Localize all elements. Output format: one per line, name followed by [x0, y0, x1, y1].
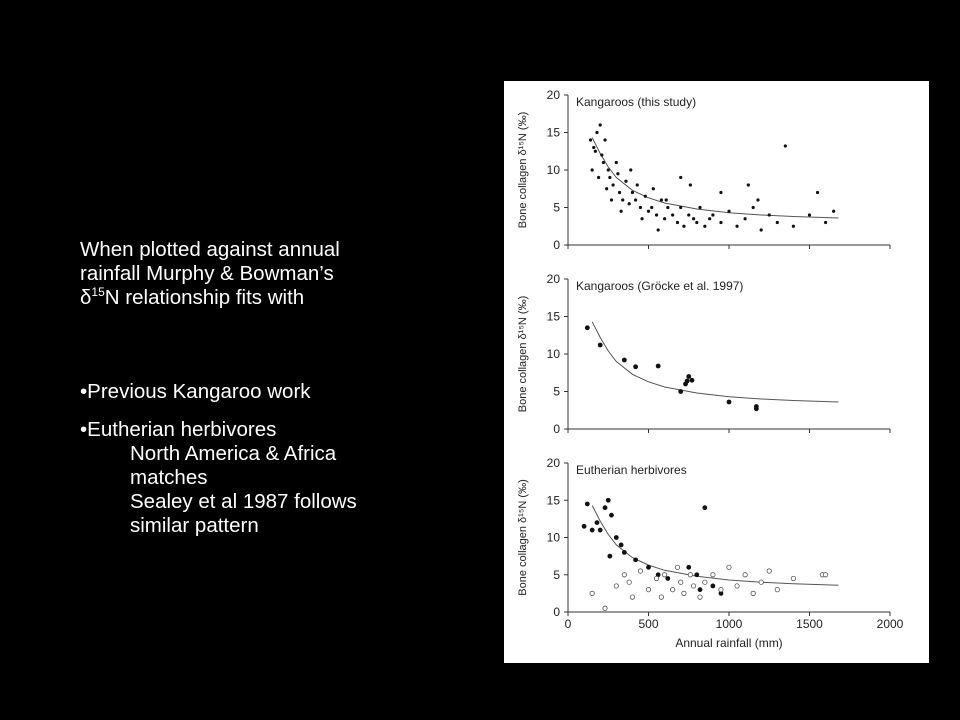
panel-1-point-filled — [692, 217, 695, 220]
panel-3-point-filled — [698, 587, 703, 592]
panel-1-point-filled — [628, 202, 631, 205]
panel-1-point-filled — [711, 213, 714, 216]
panel-3-point-filled — [595, 520, 600, 525]
panel-1-point-filled — [595, 131, 598, 134]
panel-1-point-filled — [657, 228, 660, 231]
panel-1-point-filled — [605, 187, 608, 190]
panel-1-point-filled — [719, 221, 722, 224]
panel-1-point-filled — [600, 153, 603, 156]
panel-3-point-open — [735, 584, 739, 588]
sub-line-4: similar pattern — [130, 514, 259, 537]
panel-2-fit-curve — [592, 322, 838, 402]
panel-3-point-open — [646, 587, 650, 591]
panel-1-ytick-label: 0 — [553, 238, 560, 252]
panel-1-point-filled — [703, 225, 706, 228]
panel-2-point-filled — [656, 364, 661, 369]
panel-1-point-filled — [808, 213, 811, 216]
panel-1-point-filled — [824, 221, 827, 224]
panel-1-point-filled — [671, 213, 674, 216]
panel-3-point-open — [659, 595, 663, 599]
bullet-eutherian: •Eutherian herbivores — [80, 418, 277, 441]
panel-3-point-open — [688, 573, 692, 577]
panel-1-point-filled — [610, 198, 613, 201]
panel-1-point-filled — [607, 168, 610, 171]
panel-3-point-filled — [607, 554, 612, 559]
panel-3-point-filled — [646, 565, 651, 570]
panel-1-point-filled — [591, 168, 594, 171]
panel-3-point-filled — [609, 513, 614, 518]
panel-3-ytick-label: 20 — [546, 456, 560, 470]
panel-2-point-filled — [633, 364, 638, 369]
panel-3-title: Eutherian herbivores — [576, 463, 687, 477]
panel-1-point-filled — [816, 191, 819, 194]
panel-3-point-open — [590, 591, 594, 595]
panel-3-point-filled — [694, 572, 699, 577]
panel-3-point-open — [675, 565, 679, 569]
panel-1-point-filled — [640, 217, 643, 220]
panel-2-title: Kangaroos (Gröcke et al. 1997) — [576, 279, 744, 293]
panel-3-xtick-label: 500 — [638, 617, 659, 631]
panel-3-point-open — [679, 580, 683, 584]
panel-1-point-filled — [636, 183, 639, 186]
panel-1-point-filled — [634, 198, 637, 201]
panel-1-point-filled — [792, 225, 795, 228]
panel-3-point-filled — [633, 557, 638, 562]
panel-3-point-filled — [614, 535, 619, 540]
panel-3-point-open — [603, 606, 607, 610]
panel-3-ytick-label: 0 — [553, 605, 560, 619]
panel-1-point-filled — [760, 228, 763, 231]
panel-3-point-open — [682, 591, 686, 595]
panel-1-point-filled — [620, 210, 623, 213]
panel-3-point-open — [662, 573, 666, 577]
intro-superscript: 15 — [91, 285, 105, 299]
panel-3-point-open — [627, 580, 631, 584]
panel-3-point-open — [767, 569, 771, 573]
panel-1-point-filled — [768, 213, 771, 216]
panel-1-point-filled — [631, 191, 634, 194]
panel-1-point-filled — [616, 172, 619, 175]
panel-1-point-filled — [621, 198, 624, 201]
panel-1-point-filled — [602, 161, 605, 164]
panel-3-point-filled — [711, 584, 716, 589]
panel-2-ytick-label: 15 — [546, 309, 560, 324]
panel-1-point-filled — [663, 217, 666, 220]
panel-1-point-filled — [611, 183, 614, 186]
panel-3-point-filled — [585, 502, 590, 507]
panel-1-point-filled — [615, 161, 618, 164]
panel-1-point-filled — [624, 180, 627, 183]
panel-1-point-filled — [592, 146, 595, 149]
panel-1-point-filled — [608, 176, 611, 179]
panel-1-point-filled — [727, 210, 730, 213]
panel-1-point-filled — [660, 198, 663, 201]
bullet-previous-kangaroo: •Previous Kangaroo work — [80, 380, 311, 403]
panel-2-point-filled — [678, 389, 683, 394]
panel-1-point-filled — [747, 183, 750, 186]
panel-3-point-open — [751, 591, 755, 595]
panel-1-point-filled — [687, 213, 690, 216]
panel-1-point-filled — [639, 206, 642, 209]
panel-1-point-filled — [698, 206, 701, 209]
panel-3-point-open — [759, 580, 763, 584]
panel-2-ytick-label: 5 — [553, 384, 560, 399]
panel-3-point-open — [622, 573, 626, 577]
panel-3-point-filled — [582, 524, 587, 529]
panel-3-xtick-label: 1000 — [715, 617, 743, 631]
panel-3-ylabel: Bone collagen δ¹⁵N (‰) — [517, 479, 529, 596]
panel-3-point-filled — [702, 505, 707, 510]
panel-3-point-open — [711, 573, 715, 577]
panel-1-ytick-label: 20 — [546, 88, 560, 102]
panel-1-point-filled — [666, 206, 669, 209]
panel-1-point-filled — [784, 144, 787, 147]
figure-svg — [504, 81, 929, 663]
panel-3-point-filled — [606, 498, 611, 503]
panel-1-point-filled — [682, 225, 685, 228]
panel-1-point-filled — [744, 217, 747, 220]
panel-1-title: Kangaroos (this study) — [576, 95, 697, 109]
panel-1-point-filled — [655, 213, 658, 216]
panel-3-point-open — [698, 595, 702, 599]
panel-2-point-filled — [686, 374, 691, 379]
panel-3-xtick-label: 1500 — [796, 617, 823, 631]
sub-line-1: North America & Africa — [130, 442, 337, 465]
panel-1-point-filled — [665, 198, 668, 201]
sub-line-3: Sealey et al 1987 follows — [130, 490, 357, 513]
panel-1-point-filled — [647, 210, 650, 213]
panel-3-point-open — [670, 587, 674, 591]
panel-1-point-filled — [695, 221, 698, 224]
panel-1-point-filled — [679, 176, 682, 179]
panel-2-point-filled — [727, 400, 732, 405]
panel-1-point-filled — [752, 206, 755, 209]
panel-1-point-filled — [618, 191, 621, 194]
slide-text — [80, 238, 460, 538]
panel-3-xlabel: Annual rainfall (mm) — [675, 636, 783, 650]
panel-1-point-filled — [689, 183, 692, 186]
panel-1-point-filled — [676, 221, 679, 224]
panel-2-ytick-label: 0 — [553, 422, 560, 436]
intro-paragraph — [80, 238, 460, 310]
panel-3-point-open — [727, 565, 731, 569]
panel-3-point-open — [654, 576, 658, 580]
panel-1-point-filled — [679, 206, 682, 209]
panel-1-ylabel: Bone collagen δ¹⁵N (‰) — [517, 111, 529, 229]
panel-1-point-filled — [652, 187, 655, 190]
panel-2-ytick-label: 10 — [546, 347, 560, 361]
panel-3-ytick-label: 15 — [546, 493, 560, 508]
panel-3-ytick-label: 5 — [553, 567, 560, 582]
panel-3-point-open — [719, 587, 723, 591]
panel-1-ytick-label: 5 — [553, 200, 560, 215]
panel-2-ylabel: Bone collagen δ¹⁵N (‰) — [517, 295, 529, 413]
panel-2-point-filled — [685, 379, 690, 384]
panel-2-point-filled — [622, 358, 627, 363]
intro-line-1: When plotted against annual — [80, 238, 340, 261]
panel-3-point-filled — [686, 565, 691, 570]
panel-1-point-filled — [644, 195, 647, 198]
panel-1-point-filled — [599, 123, 602, 126]
panel-3-point-open — [823, 573, 827, 577]
panel-3-point-open — [638, 569, 642, 573]
panel-1-point-filled — [597, 176, 600, 179]
panel-1-point-filled — [708, 217, 711, 220]
panel-3-xtick-label: 0 — [564, 617, 572, 631]
panel-3-point-open — [630, 595, 634, 599]
panel-1-point-filled — [756, 198, 759, 201]
intro-line-3: N relationship fits with — [104, 286, 305, 309]
panel-3-point-open — [691, 584, 695, 588]
panel-1-ytick-label: 10 — [546, 163, 560, 177]
panel-1-point-filled — [589, 138, 592, 141]
panel-3-point-filled — [603, 505, 608, 510]
panel-3-point-filled — [590, 528, 595, 533]
panel-3-ytick-label: 10 — [546, 530, 560, 545]
panel-3-point-open — [703, 580, 707, 584]
panel-3-point-open — [614, 584, 618, 588]
figure-panel — [504, 81, 929, 663]
sub-line-2: matches — [130, 466, 208, 489]
panel-1-point-filled — [629, 168, 632, 171]
panel-2-point-filled — [690, 378, 695, 383]
intro-line-2: rainfall Murphy & Bowman’s — [80, 262, 334, 285]
panel-1-point-filled — [719, 191, 722, 194]
panel-1-point-filled — [832, 210, 835, 213]
panel-1-fit-curve — [592, 138, 838, 218]
panel-2-point-filled — [585, 325, 590, 330]
panel-1-ytick-label: 15 — [546, 125, 560, 140]
panel-3-fit-curve — [592, 506, 838, 586]
panel-3-point-filled — [598, 528, 603, 533]
intro-delta: δ — [80, 286, 92, 309]
panel-1-point-filled — [650, 206, 653, 209]
panel-3-point-open — [791, 576, 795, 580]
panel-2-point-filled — [598, 343, 603, 348]
panel-1-point-filled — [594, 150, 597, 153]
panel-2-ytick-label: 20 — [546, 272, 560, 286]
panel-1-point-filled — [735, 225, 738, 228]
panel-3-point-filled — [622, 550, 627, 555]
panel-1-point-filled — [603, 138, 606, 141]
panel-1-point-filled — [776, 221, 779, 224]
panel-2-point-filled — [754, 406, 759, 411]
panel-3-point-filled — [619, 543, 624, 548]
panel-3-xtick-label: 2000 — [876, 617, 904, 631]
panel-3-point-open — [743, 573, 747, 577]
panel-3-point-open — [775, 587, 779, 591]
